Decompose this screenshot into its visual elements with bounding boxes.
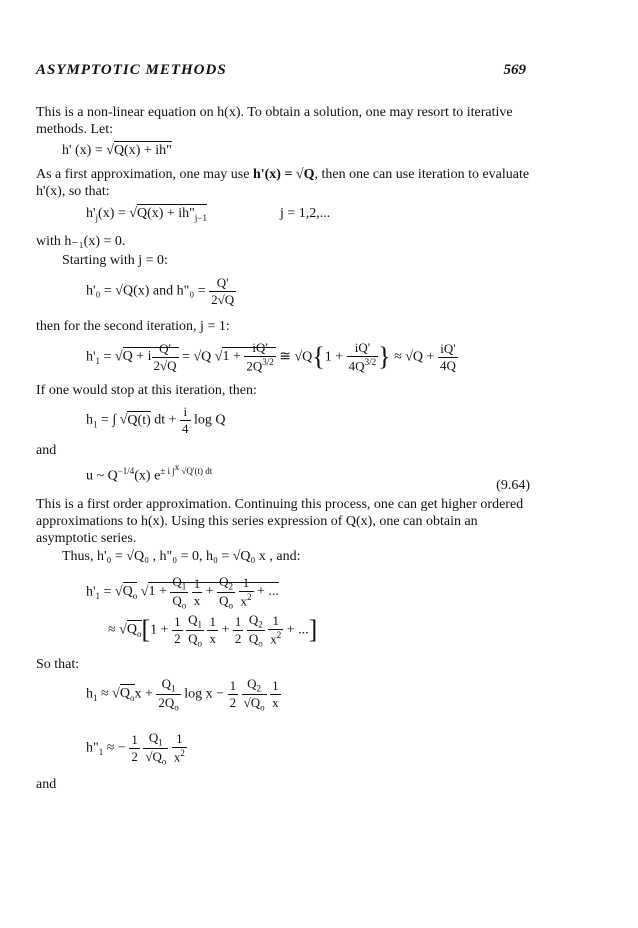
paragraph-and: and [36, 443, 57, 458]
paragraph-initial: with h₋₁(x) = 0. [36, 234, 126, 249]
equation-starting: h'₀ = √Q(x) and h"₀ = $\frac{Q'}{2√Q}$ [86, 275, 235, 307]
paragraph-and-final: and [36, 777, 57, 792]
equation-iteration-index: j = 1,2,... [280, 206, 331, 221]
equation-number: (9.64) [496, 478, 530, 493]
paragraph-first-order: This is a first order approximation. Continuing this process, one can get higher ordered approximations to h(x). Using this series expression of Q(x), one can obtain an asymptotic series. [36, 497, 524, 546]
equation-h1-series: $h_1 \approx √Q_ox$ + $\frac{Q_1}{2Q_o}$ log x − $\frac{1}{2}$ $\frac{Q_2}{√Q_o}$ $\frac{1}{x}$ [86, 676, 279, 713]
running-header: ASYMPTOTIC METHODS [36, 62, 227, 78]
equation-u: u ~ $Q^{-1/4}(x)$ $e^{\pm i \int^x √Q'(t) dt}$ [86, 462, 213, 484]
paragraph-starting: Starting with j = 0: [62, 253, 168, 268]
equation-hprime: h' (x) = √Q(x) + ih" [62, 143, 172, 158]
equation-h1: $h_1$ = ∫ √Q(t) dt + $\frac{i}{4}$ log Q [86, 404, 226, 436]
equation-series-1: $h'_1 = √Q_o$ √1 + $\frac{Q_1}{Q_o}$ $\frac{1}{x}$ + $\frac{Q_2}{Q_o}$ $\frac{1}{x^2}$ + ... [86, 574, 279, 611]
paragraph-second-iteration: then for the second iteration, j = 1: [36, 319, 230, 334]
equation-iteration: $h'_j(x) = √Q(x)$ + $ih"_{j-1}$ [86, 206, 207, 223]
equation-series-2: ≈ $√Q_o[1$ + $\frac{1}{2}$ $\frac{Q_1}{Q_o}$ $\frac{1}{x}$ + $\frac{1}{2}$ $\frac{Q_2}{Q_o}$ $\frac{1}{x^2}$ + ...] [108, 612, 318, 649]
page-number: 569 [503, 62, 526, 78]
paragraph-intro: This is a non-linear equation on h(x). To obtain a solution, one may resort to iterative methods. Let: [36, 105, 513, 137]
paragraph-so-that: So that: [36, 657, 80, 672]
paragraph-first-approx: As a first approximation, one may use h'(x) = √Q, then one can use iteration to evaluate h'(x), so that: [36, 167, 530, 199]
paragraph-thus: Thus, h'₀ = √Q₀ , h"₀ = 0, h₀ = √Q₀ x , and: [62, 549, 301, 564]
equation-h1-second-derivative: $h"_1$ ≈ − $\frac{1}{2}$ $\frac{Q_1}{√Q_o}$ $\frac{1}{x^2}$ [86, 730, 185, 767]
equation-second-iteration: $h'_1 = √Q + i$ $\frac{Q'}{2√Q}$ = √Q √1 + $\frac{iQ'}{2Q^{3/2}}$ ≅ √Q{1 + $\frac{iQ'}{4Q^{3/2}}$ } ≈ √Q + $\frac{iQ'}{4Q}$ [86, 340, 456, 374]
paragraph-stop: If one would stop at this iteration, then: [36, 383, 257, 398]
